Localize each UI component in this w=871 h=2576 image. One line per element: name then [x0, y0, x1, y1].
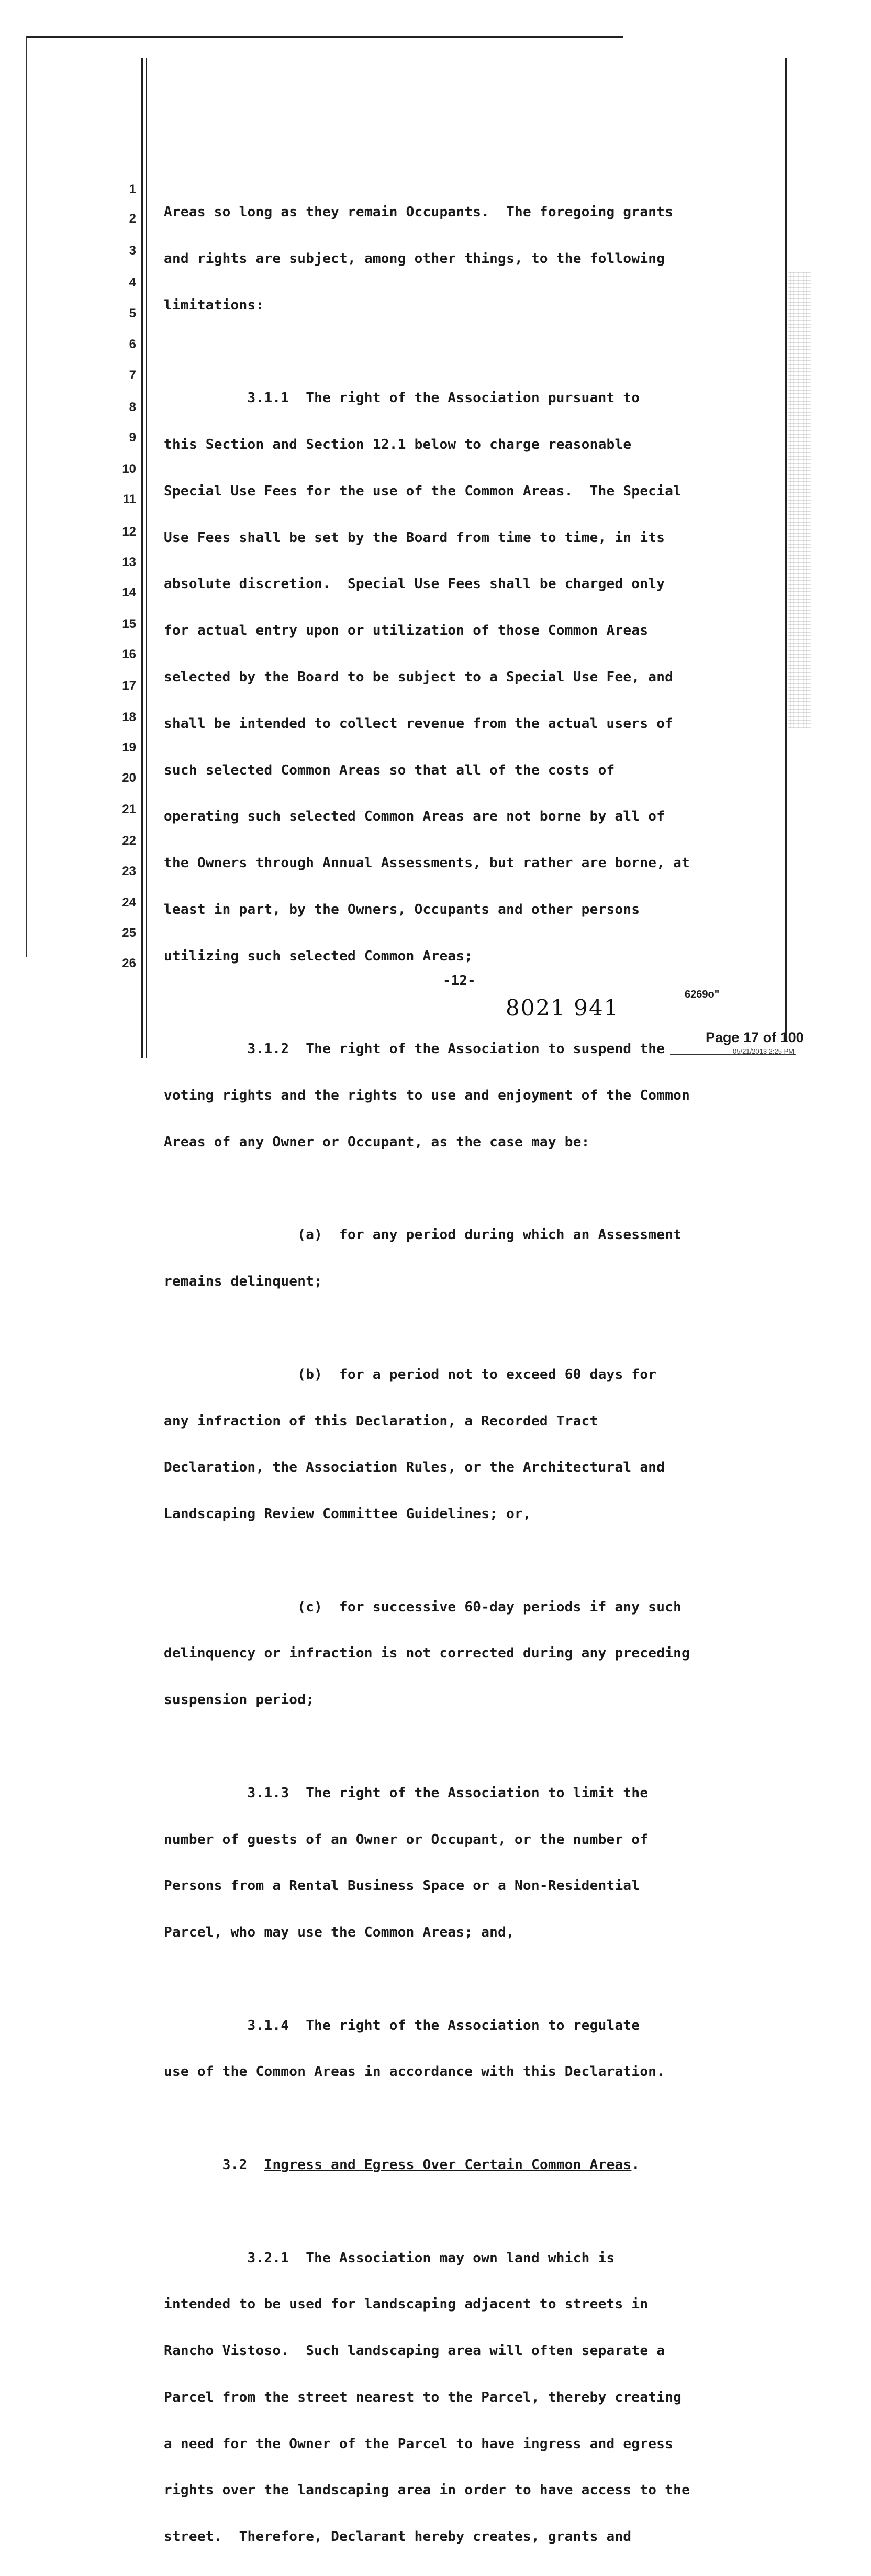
text-line: remains delinquent; — [164, 1274, 323, 1290]
line-number: 7 — [129, 368, 136, 382]
text-line: intended to be used for landscaping adjacent to streets in — [164, 2296, 649, 2313]
text-line: Declaration, the Association Rules, or the Architectural and — [164, 1460, 665, 1476]
text-line: (a) for any period during which an Assessment — [164, 1227, 682, 1243]
line-number: 9 — [129, 430, 136, 445]
text-line: Parcel from the street nearest to the Parcel, thereby creating — [164, 2389, 682, 2405]
text-line: 3.1.4 The right of the Association to regulate — [164, 2017, 640, 2033]
text-line: 3.1.2 The right of the Association to suspend the — [164, 1041, 665, 1057]
line-number: 21 — [122, 802, 136, 816]
line-number: 23 — [122, 864, 136, 878]
print-timestamp: 05/21/2013 2:25 PM — [733, 1047, 795, 1055]
line-number: 12 — [122, 525, 136, 539]
text-line: Special Use Fees for the use of the Common Areas. The Special — [164, 483, 682, 499]
text-line: Persons from a Rental Business Space or a Non-Residential — [164, 1878, 640, 1894]
text-line: operating such selected Common Areas are not borne by all of — [164, 809, 665, 825]
text-line: limitations: — [164, 297, 264, 313]
text-line: 3.2.1 The Association may own land which is — [164, 2250, 615, 2266]
text-line — [164, 1321, 781, 1336]
text-line: least in part, by the Owners, Occupants and other persons — [164, 901, 640, 917]
line-number: 16 — [122, 647, 136, 661]
page-number: -12- — [443, 973, 476, 989]
line-number: 6 — [129, 337, 136, 351]
line-number: 10 — [122, 462, 136, 476]
text-line: this Section and Section 12.1 below to charge reasonable — [164, 437, 632, 453]
page-of-count: Page 17 of 100 — [706, 1030, 804, 1045]
body-text — [164, 174, 781, 2576]
section-title: Ingress and Egress Over Certain Common Areas — [264, 2157, 632, 2173]
text-line: delinquency or infraction is not corrected during any preceding — [164, 1645, 690, 1662]
text-line — [164, 1181, 781, 1197]
top-border — [26, 36, 623, 38]
line-number: 24 — [122, 895, 136, 910]
line-number: 4 — [129, 275, 136, 290]
line-number: 2 — [129, 212, 136, 226]
section-title-period: . — [631, 2157, 640, 2173]
line-number: 17 — [122, 679, 136, 693]
left-border — [26, 36, 27, 957]
text-line: Landscaping Review Committee Guidelines; or, — [164, 1506, 531, 1522]
text-line: a need for the Owner of the Parcel to have ingress and egress — [164, 2436, 674, 2452]
text-line: suspension period; — [164, 1692, 315, 1708]
right-border — [785, 58, 787, 1042]
recording-stamp: 8021 941 — [506, 995, 619, 1021]
text-line: voting rights and the rights to use and enjoyment of the Common — [164, 1088, 690, 1104]
text-line: use of the Common Areas in accordance with this Declaration. — [164, 2064, 665, 2080]
section-heading — [164, 2158, 781, 2173]
line-number: 13 — [122, 555, 136, 569]
text-line: for actual entry upon or utilization of those Common Areas — [164, 623, 649, 639]
line-number: 11 — [122, 492, 136, 506]
text-line: absolute discretion. Special Use Fees shall be charged only — [164, 576, 665, 592]
text-line: shall be intended to collect revenue from the actual users of — [164, 715, 674, 732]
line-number: 1 — [129, 182, 136, 196]
line-number: 26 — [122, 956, 136, 970]
line-number: 25 — [122, 926, 136, 940]
text-line: and rights are subject, among other things, to the following — [164, 250, 665, 267]
text-line: 3.1.1 The right of the Association pursuant to — [164, 390, 640, 406]
text-line: the Owners through Annual Assessments, but rather are borne, at — [164, 855, 690, 871]
text-line: any infraction of this Declaration, a Recorded Tract — [164, 1413, 598, 1429]
text-line: Parcel, who may use the Common Areas; and, — [164, 1925, 515, 1941]
line-number: 19 — [122, 740, 136, 755]
text-line: such selected Common Areas so that all of the costs of — [164, 762, 615, 778]
text-line: Areas of any Owner or Occupant, as the case may be: — [164, 1134, 590, 1150]
text-line — [164, 1972, 781, 1987]
margin-rule-right — [146, 58, 147, 1058]
text-line: rights over the landscaping area in order to have access to the — [164, 2482, 690, 2498]
text-line: number of guests of an Owner or Occupant, or the number of — [164, 1831, 649, 1848]
line-number: 20 — [122, 771, 136, 785]
text-line: Areas so long as they remain Occupants. The foregoing grants — [164, 204, 674, 220]
text-line: Use Fees shall be set by the Board from time to time, in its — [164, 529, 665, 546]
text-line: Rancho Vistoso. Such landscaping area will often separate a — [164, 2343, 665, 2359]
text-line: 3.1.3 The right of the Association to limit the — [164, 1785, 649, 1801]
line-number: 18 — [122, 710, 136, 724]
text-line — [164, 1553, 781, 1569]
line-number: 14 — [122, 585, 136, 600]
text-line: (c) for successive 60-day periods if any such — [164, 1599, 682, 1615]
text-line: (b) for a period not to exceed 60 days for — [164, 1366, 657, 1383]
line-number: 8 — [129, 400, 136, 414]
scan-noise — [788, 272, 811, 728]
document-code: 6269o" — [685, 989, 720, 1000]
margin-rule-left — [141, 58, 143, 1058]
text-line: selected by the Board to be subject to a Special Use Fee, and — [164, 669, 674, 685]
text-line: utilizing such selected Common Areas; — [164, 948, 473, 964]
line-number: 22 — [122, 834, 136, 848]
line-number: 15 — [122, 617, 136, 631]
section-number: 3.2 — [222, 2157, 248, 2173]
text-line — [164, 1739, 781, 1755]
text-line — [164, 345, 781, 360]
line-number: 5 — [129, 306, 136, 320]
line-number: 3 — [129, 244, 136, 258]
text-line: street. Therefore, Declarant hereby creates, grants and — [164, 2529, 632, 2545]
